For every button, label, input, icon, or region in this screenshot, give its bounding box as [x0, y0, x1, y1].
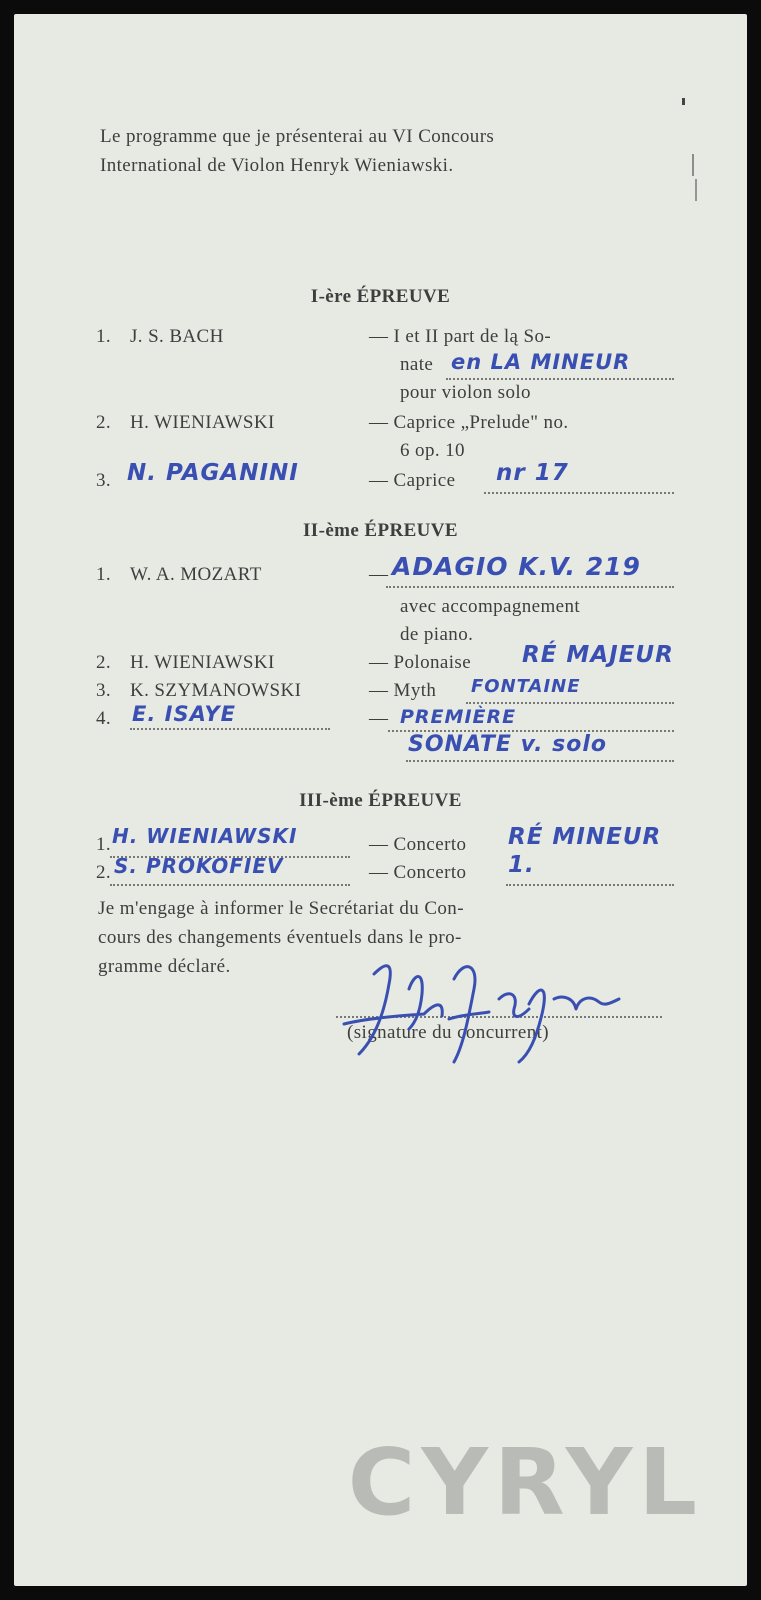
round2-heading: II-ème ÉPREUVE — [303, 520, 458, 541]
round3-heading: III-ème ÉPREUVE — [299, 790, 462, 811]
r1-item1-composer: J. S. BACH — [130, 326, 224, 347]
r2-item2-prefix: — Polonaise — [369, 652, 472, 673]
r1-item2-line2: 6 op. 10 — [400, 440, 465, 461]
signature-caption: (signature du concurrent) — [347, 1022, 550, 1043]
r1-item3-num: 3. — [96, 470, 112, 491]
cyryl-watermark: CYRYL — [347, 1429, 703, 1536]
fill-line — [130, 728, 330, 730]
r2-item2-num: 2. — [96, 652, 112, 673]
ink-speck — [695, 179, 697, 201]
r2-item4-handwritten: PREMIÈRE — [400, 706, 517, 728]
pledge-line-2: cours des changements éventuels dans le pro- — [98, 927, 462, 948]
r2-item3-num: 3. — [96, 680, 112, 701]
fill-line — [446, 378, 674, 380]
fill-line — [466, 702, 674, 704]
r1-item3-prefix: — Caprice — [369, 470, 456, 491]
pledge-line-3: gramme déclaré. — [98, 956, 231, 977]
document-sheet — [14, 14, 747, 1586]
fill-line — [386, 586, 674, 588]
r3-item1-prefix: — Concerto — [369, 834, 467, 855]
r2-item1-dash: — — [369, 564, 389, 585]
r3-item1-composer-handwritten: H. WIENIAWSKI — [112, 824, 298, 848]
r2-item3-prefix: — Myth — [369, 680, 437, 701]
r2-item1-line2: avec accompagnement — [400, 596, 581, 617]
r2-item2-composer: H. WIENIAWSKI — [130, 652, 275, 673]
fill-line — [406, 760, 674, 762]
r2-item1-composer: W. A. MOZART — [130, 564, 262, 585]
r2-item1-num: 1. — [96, 564, 112, 585]
r2-item2-handwritten: RÉ MAJEUR — [522, 642, 674, 668]
r1-item1-line2-prefix: nate — [400, 354, 434, 375]
r3-item2-handwritten: 1. — [508, 852, 535, 878]
r2-item4-handwritten-2: SONATE v. solo — [408, 732, 608, 757]
r2-item3-composer: K. SZYMANOWSKI — [130, 680, 302, 701]
r2-item1-line3: de piano. — [400, 624, 474, 645]
r1-item1-line1: — I et II part de lą So- — [369, 326, 552, 347]
r1-item2-line1: — Caprice „Prelude" no. — [369, 412, 569, 433]
r3-item2-prefix: — Concerto — [369, 862, 467, 883]
intro-line-2: International de Violon Henryk Wieniawski. — [100, 155, 454, 176]
r1-item1-num: 1. — [96, 326, 112, 347]
round1-heading: I-ère ÉPREUVE — [310, 286, 451, 307]
r2-item3-handwritten: FONTAINE — [471, 676, 581, 697]
pledge-line-1: Je m'engage à informer le Secrétariat du Con- — [98, 898, 464, 919]
r2-item4-dash: — — [369, 708, 389, 729]
r2-item4-num: 4. — [96, 708, 112, 729]
fill-line — [110, 884, 350, 886]
r1-item3-handwritten: nr 17 — [496, 460, 569, 486]
r1-item1-handwritten: en LA MINEUR — [451, 350, 631, 374]
fill-line — [506, 884, 674, 886]
r1-item2-composer: H. WIENIAWSKI — [130, 412, 275, 433]
ink-speck — [682, 98, 685, 105]
r2-item4-composer-handwritten: E. ISAYE — [132, 702, 236, 726]
r1-item1-line3: pour violon solo — [400, 382, 531, 403]
intro-line-1: Le programme que je présenterai au VI Concours — [100, 126, 495, 147]
r1-item3-composer-handwritten: N. PAGANINI — [127, 460, 299, 486]
r2-item1-handwritten: ADAGIO K.V. 219 — [392, 552, 641, 581]
r3-item2-composer-handwritten: S. PROKOFIEV — [114, 854, 284, 878]
r3-item2-num: 2. — [96, 862, 112, 883]
r1-item2-num: 2. — [96, 412, 112, 433]
fill-line — [484, 492, 674, 494]
ink-speck — [692, 154, 694, 176]
r3-item1-handwritten: RÉ MINEUR — [508, 824, 662, 850]
signature-handwritten — [314, 944, 644, 1074]
r3-item1-num: 1. — [96, 834, 112, 855]
